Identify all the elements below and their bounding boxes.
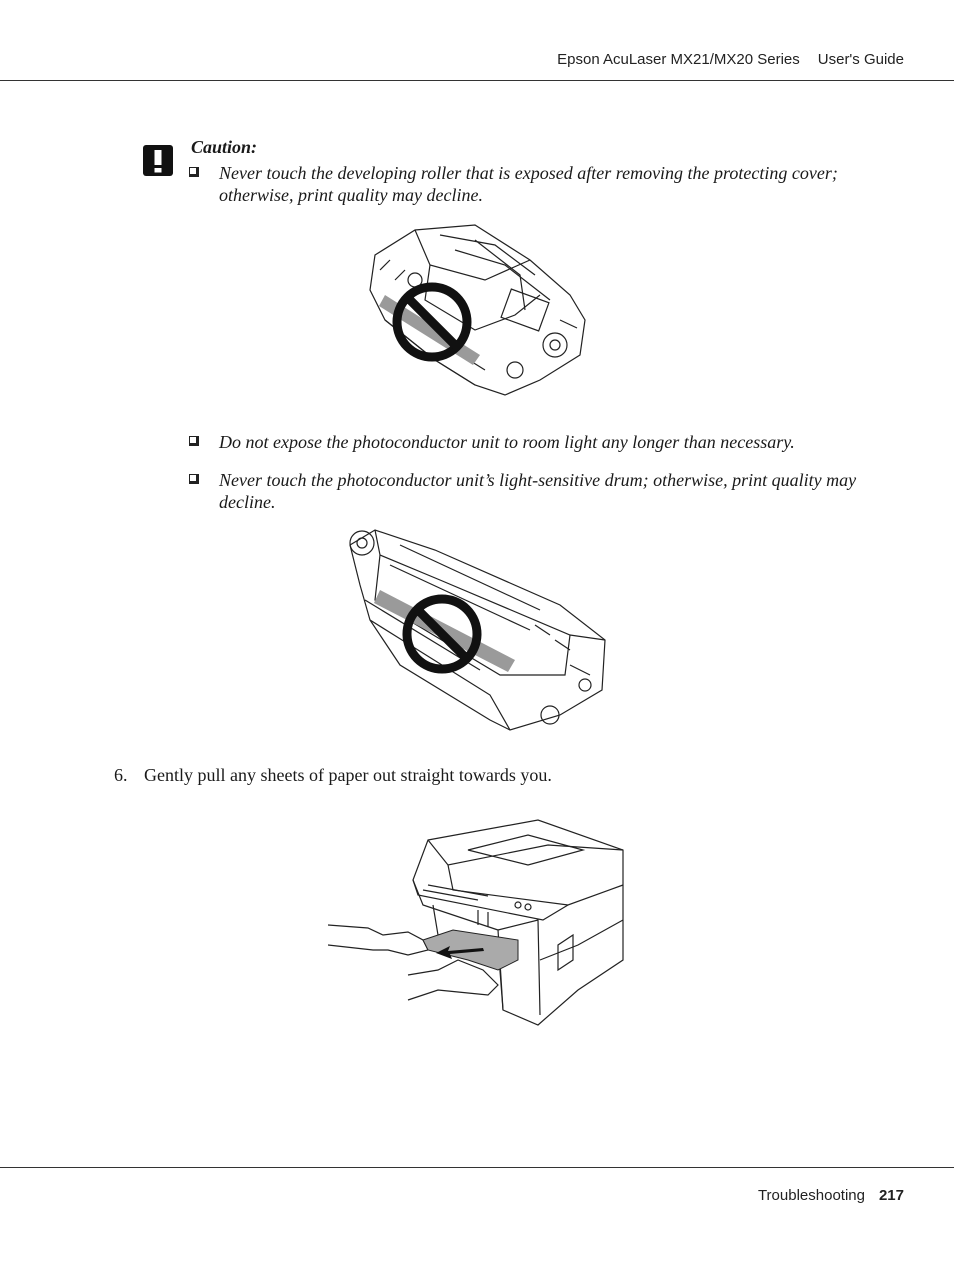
header-rule	[0, 80, 954, 81]
step-text: Gently pull any sheets of paper out straight towards you.	[144, 765, 552, 785]
caution-item-line: decline.	[219, 492, 276, 512]
header-guide: User's Guide	[817, 51, 904, 68]
photoconductor-unit-illustration	[340, 525, 615, 735]
caution-item-line: Never touch the photoconductor unit’s light-sensitive drum; otherwise, print quality may	[219, 470, 857, 490]
checkbox-bullet-icon	[189, 436, 199, 446]
developing-roller-illustration	[355, 220, 595, 405]
step-6	[114, 765, 552, 786]
step-number: 6.	[114, 765, 128, 785]
page-number: 217	[878, 1187, 904, 1204]
checkbox-bullet-icon	[189, 167, 199, 177]
footer-rule	[0, 1167, 954, 1168]
checkbox-bullet-icon	[189, 474, 199, 484]
caution-exclamation-icon	[143, 145, 173, 176]
printer-paper-removal-illustration	[328, 810, 628, 1030]
running-footer	[758, 1187, 904, 1204]
footer-section: Troubleshooting	[757, 1187, 865, 1204]
caution-title: Caution:	[191, 137, 258, 157]
caution-item-line: Never touch the developing roller that is exposed after removing the protecting cover;	[219, 163, 838, 183]
running-header	[557, 51, 904, 68]
header-product: Epson AcuLaser MX21/MX20 Series	[557, 51, 800, 68]
caution-item-line: Do not expose the photoconductor unit to room light any longer than necessary.	[219, 432, 795, 452]
caution-item-line: otherwise, print quality may decline.	[219, 185, 483, 205]
